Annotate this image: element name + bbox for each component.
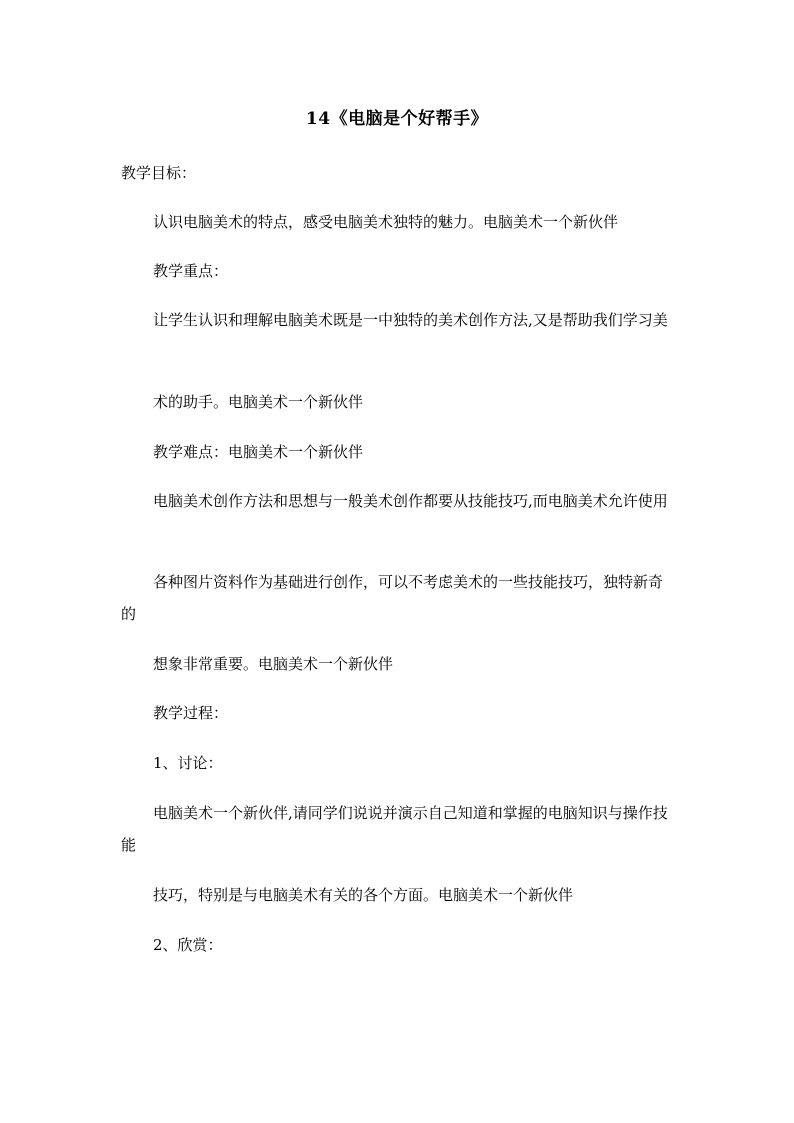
heading-teaching-process: 教学过程： — [153, 704, 229, 722]
key-points-continuation: 术的助手。电脑美术一个新伙伴 — [153, 393, 364, 411]
step-1-heading: 1、讨论： — [153, 754, 223, 772]
key-points-paragraph: 让学生认识和理解电脑美术既是一中独特的美术创作方法,又是帮助我们学习美 — [153, 311, 668, 329]
step-1-continuation: 技巧，特别是与电脑美术有关的各个方面。电脑美术一个新伙伴 — [153, 886, 574, 904]
step-1-paragraph: 电脑美术一个新伙伴,请同学们说说并演示自己知道和掌握的电脑知识与操作技能 — [121, 804, 668, 854]
difficulties-paragraph-3: 想象非常重要。电脑美术一个新伙伴 — [153, 655, 394, 673]
step-2-heading: 2、欣赏： — [153, 936, 223, 954]
difficulties-paragraph-2: 各种图片资料作为基础进行创作，可以不考虑美术的一些技能技巧，独特新奇的 — [121, 573, 664, 623]
heading-difficulties: 教学难点：电脑美术一个新伙伴 — [153, 443, 364, 461]
heading-teaching-goals: 教学目标： — [121, 164, 197, 182]
difficulties-paragraph-1: 电脑美术创作方法和思想与一般美术创作都要从技能技巧,而电脑美术允许使用 — [153, 492, 668, 510]
document-title: 14《电脑是个好帮手》 — [305, 109, 489, 129]
goals-paragraph: 认识电脑美术的特点，感受电脑美术独特的魅力。电脑美术一个新伙伴 — [153, 213, 619, 231]
heading-key-points: 教学重点： — [153, 262, 229, 280]
